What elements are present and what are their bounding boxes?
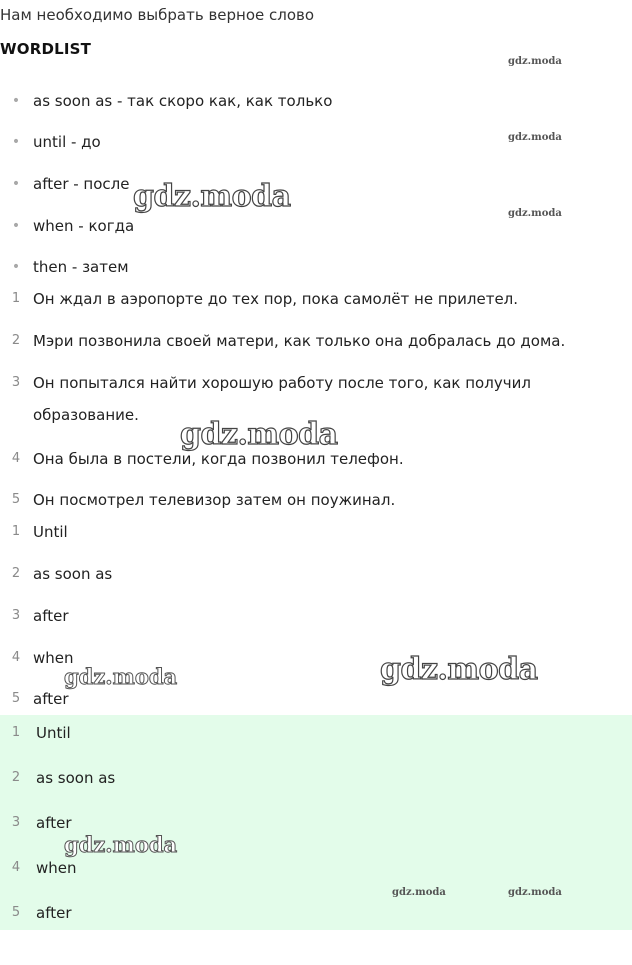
answer-text: as soon as (36, 769, 116, 787)
wordlist-item: until - до (33, 133, 101, 151)
answer-text: after (33, 690, 69, 708)
item-number: 1 (11, 291, 21, 306)
item-number: 5 (11, 492, 21, 507)
translation-text: Он ждал в аэропорте до тех пор, пока самолёт не прилетел. (33, 290, 519, 308)
answer-text: Until (33, 523, 68, 541)
item-number: 1 (11, 524, 21, 539)
watermark: gdz.moda (508, 56, 562, 67)
answer-text: after (33, 607, 69, 625)
wordlist-item: after - после (33, 175, 130, 193)
item-number: 3 (11, 375, 21, 390)
watermark: gdz.moda (508, 208, 562, 219)
translation-text: Она была в постели, когда позвонил телефон. (33, 450, 404, 468)
intro-text: Нам необходимо выбрать верное слово (0, 6, 315, 24)
wordlist-item: as soon as - так скоро как, как только (33, 92, 333, 110)
item-number: 4 (11, 451, 21, 466)
watermark: gdz.moda (392, 887, 446, 898)
watermark: gdz.moda (133, 179, 291, 214)
answer-text: when (36, 859, 77, 877)
bullet-icon: • (11, 134, 21, 150)
item-number: 4 (11, 650, 21, 665)
answer-text: after (36, 814, 72, 832)
wordlist-item: then - затем (33, 258, 129, 276)
watermark: gdz.moda (64, 832, 178, 857)
item-number: 3 (11, 608, 21, 623)
translation-text: Он попытался найти хорошую работу после того, как получил образование. (33, 374, 531, 424)
translation-text: Он посмотрел телевизор затем он поужинал. (33, 491, 396, 509)
wordlist-heading: WORDLIST (0, 40, 92, 58)
item-number: 1 (11, 725, 21, 740)
bullet-icon: • (11, 218, 21, 234)
watermark: gdz.moda (180, 417, 338, 452)
item-number: 2 (11, 770, 21, 785)
wordlist-item: when - когда (33, 217, 135, 235)
item-number: 5 (11, 905, 21, 920)
bullet-icon: • (11, 259, 21, 275)
item-number: 3 (11, 815, 21, 830)
item-number: 4 (11, 860, 21, 875)
answer-text: after (36, 904, 72, 922)
bullet-icon: • (11, 93, 21, 109)
bullet-icon: • (11, 176, 21, 192)
answer-text: as soon as (33, 565, 113, 583)
item-number: 2 (11, 566, 21, 581)
watermark: gdz.moda (508, 887, 562, 898)
answer-text: Until (36, 724, 71, 742)
translation-text: Мэри позвонила своей матери, как только она добралась до дома. (33, 332, 566, 350)
watermark: gdz.moda (508, 132, 562, 143)
item-number: 5 (11, 691, 21, 706)
answer-text: when (33, 649, 74, 667)
watermark: gdz.moda (380, 652, 538, 687)
item-number: 2 (11, 333, 21, 348)
watermark: gdz.moda (64, 664, 178, 689)
